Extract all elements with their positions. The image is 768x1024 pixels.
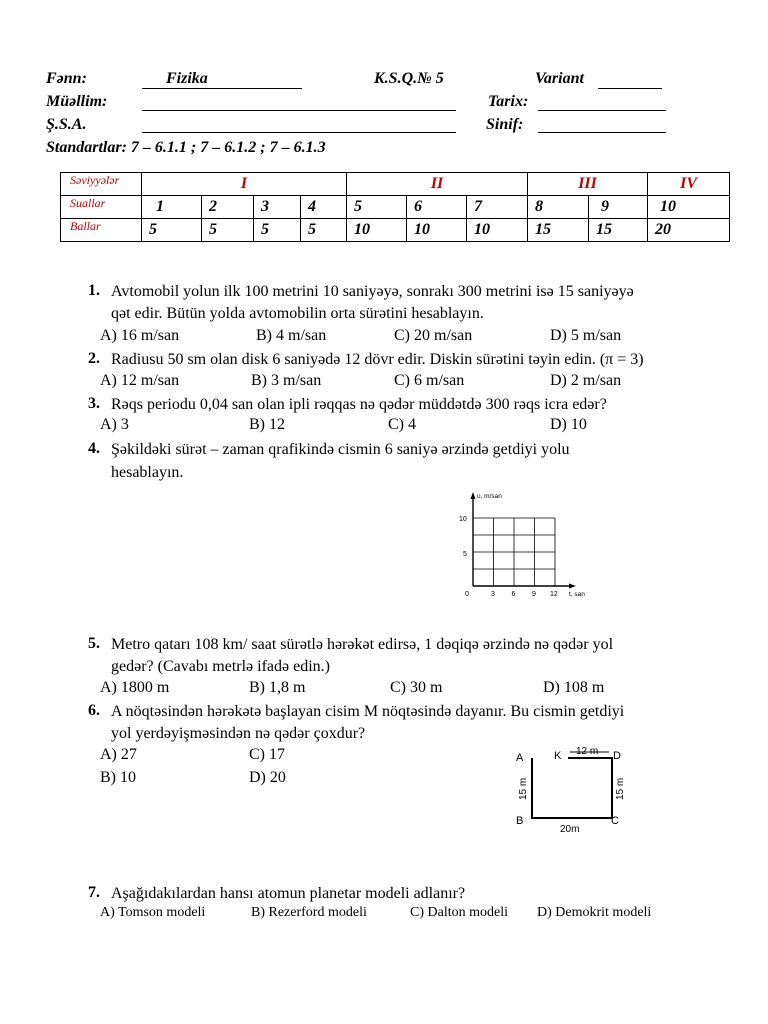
question-7-option-d[interactable]: D) Demokrit modeli: [537, 905, 652, 920]
question-3-option-c[interactable]: C) 4: [388, 416, 416, 433]
level-cell: IV: [648, 173, 730, 196]
date-label: Tarix:: [488, 93, 529, 110]
question-7-option-c[interactable]: C) Dalton modeli: [410, 905, 508, 920]
subject-label: Fənn:: [46, 70, 87, 87]
class-underline: [538, 132, 666, 133]
points-cell: 5: [254, 219, 301, 242]
graph-grid: [473, 518, 555, 586]
corner-a-label: A: [516, 752, 524, 764]
question-number-cell: 4: [301, 196, 347, 219]
class-label: Sinif:: [486, 116, 524, 133]
x-tick-label: 0: [465, 591, 469, 598]
levels-row-label: Səviyyələr: [61, 173, 142, 196]
question-2-option-a[interactable]: A) 12 m/san: [100, 372, 180, 389]
points-cell: 5: [301, 219, 347, 242]
question-number-cell: 1: [142, 196, 202, 219]
corner-c-label: C: [611, 815, 619, 827]
level-cell: II: [347, 173, 528, 196]
path-outline: [532, 758, 612, 818]
question-number-cell: 5: [347, 196, 407, 219]
bottom-length-label: 20m: [560, 824, 580, 835]
question-4-line-1: Şəkildəki sürət – zaman qrafikində cismin 6 saniyə ərzində getdiyi yolu: [111, 441, 570, 458]
ssa-underline: [142, 132, 456, 133]
question-6-line-1: A nöqtəsindən hərəkətə başlayan cisim M nöqtəsində dayanır. Bu cismin getdiyi: [111, 703, 625, 720]
variant-underline: [598, 88, 662, 89]
question-number-cell: 7: [467, 196, 528, 219]
question-7-number: 7.: [88, 884, 100, 901]
question-5-option-c[interactable]: C) 30 m: [390, 679, 443, 696]
teacher-underline: [142, 110, 456, 111]
points-cell: 20: [648, 219, 730, 242]
question-3-number: 3.: [88, 395, 100, 412]
question-6-option-b[interactable]: B) 10: [100, 769, 136, 786]
y-axis-label: υ, m/san: [477, 493, 502, 500]
points-cell: 5: [202, 219, 254, 242]
question-2-line-1: Radiusu 50 sm olan disk 6 saniyədə 12 dövr edir. Diskin sürətini təyin edin. (π = 3): [111, 351, 644, 368]
question-1-option-d[interactable]: D) 5 m/san: [550, 327, 622, 344]
teacher-label: Müəllim:: [46, 93, 108, 110]
question-7-line-1: Aşağıdakılardan hansı atomun planetar modeli adlanır?: [111, 885, 466, 902]
question-6-option-a[interactable]: A) 27: [100, 746, 137, 763]
ksq-label: K.S.Q.№ 5: [374, 70, 444, 87]
top-length-label: 12 m: [576, 746, 599, 757]
question-number-cell: 8: [528, 196, 589, 219]
question-2-option-c[interactable]: C) 6 m/san: [394, 372, 465, 389]
question-4-line-2: hesablayın.: [111, 464, 184, 481]
x-tick-label: 6: [511, 591, 516, 598]
question-1-option-c[interactable]: C) 20 m/san: [394, 327, 473, 344]
question-5-line-1: Metro qatarı 108 km/ saat sürətlə hərəkət edirsə, 1 dəqiqə ərzində nə qədər yol: [111, 636, 614, 653]
right-length-label: 15 m: [615, 777, 626, 800]
question-5-number: 5.: [88, 635, 100, 652]
question-1-option-b[interactable]: B) 4 m/san: [256, 327, 327, 344]
y-tick-label: 10: [459, 516, 467, 523]
question-3-option-b[interactable]: B) 12: [249, 416, 285, 433]
points-cell: 15: [589, 219, 648, 242]
points-cell: 10: [407, 219, 467, 242]
question-number-cell: 6: [407, 196, 467, 219]
corner-b-label: B: [516, 815, 524, 827]
question-number-cell: 9: [589, 196, 648, 219]
ssa-label: Ş.S.A.: [46, 116, 87, 133]
subject-value: Fizika: [166, 70, 208, 87]
question-6-number: 6.: [88, 702, 100, 719]
levels-row: [61, 173, 730, 196]
x-tick-label: 9: [532, 591, 536, 598]
y-tick-label: 5: [463, 551, 467, 558]
question-1-number: 1.: [88, 282, 100, 299]
x-axis-label: t, san: [569, 591, 585, 598]
question-6-option-c[interactable]: C) 17: [249, 746, 285, 763]
velocity-time-graph: [452, 486, 600, 604]
level-cell: I: [142, 173, 347, 196]
question-4-number: 4.: [88, 440, 100, 457]
question-5-option-d[interactable]: D) 108 m: [543, 679, 605, 696]
question-number-cell: 3: [254, 196, 301, 219]
question-1-option-a[interactable]: A) 16 m/san: [100, 327, 180, 344]
question-number-cell: 2: [202, 196, 254, 219]
question-2-option-b[interactable]: B) 3 m/san: [251, 372, 322, 389]
points-row-label: Ballar: [61, 219, 142, 242]
question-7-option-b[interactable]: B) Rezerford modeli: [251, 905, 367, 920]
question-6-line-2: yol yerdəyişməsindən nə qədər çoxdur?: [111, 725, 366, 742]
question-1-line-1: Avtomobil yolun ilk 100 metrini 10 saniyəyə, sonrakı 300 metrini isə 15 saniyəyə: [111, 283, 634, 300]
x-tick-label: 3: [491, 591, 495, 598]
points-row: [61, 219, 730, 242]
question-5-line-2: gedər? (Cavabı metrlə ifadə edin.): [111, 658, 330, 675]
grade-table: [60, 172, 730, 242]
points-cell: 15: [528, 219, 589, 242]
x-axis-arrow-icon: [569, 584, 576, 589]
points-cell: 10: [347, 219, 407, 242]
question-5-option-a[interactable]: A) 1800 m: [100, 679, 170, 696]
point-k-label: K: [554, 750, 562, 762]
questions-row: [61, 196, 730, 219]
path-figure: [508, 742, 638, 838]
date-underline: [538, 110, 666, 111]
y-axis-arrow-icon: [471, 492, 476, 499]
level-cell: III: [528, 173, 648, 196]
question-7-option-a[interactable]: A) Tomson modeli: [100, 905, 206, 920]
question-6-option-d[interactable]: D) 20: [249, 769, 286, 786]
question-1-line-2: qət edir. Bütün yolda avtomobilin orta sürətini hesablayın.: [111, 305, 484, 322]
subject-underline: [142, 88, 302, 89]
x-tick-label: 12: [550, 591, 558, 598]
questions-row-label: Suallar: [61, 196, 142, 219]
corner-d-label: D: [613, 750, 621, 762]
variant-label: Variant: [535, 70, 584, 87]
question-3-option-d[interactable]: D) 10: [550, 416, 587, 433]
points-cell: 10: [467, 219, 528, 242]
question-5-option-b[interactable]: B) 1,8 m: [249, 679, 306, 696]
question-3-line-1: Rəqs periodu 0,04 san olan ipli rəqqas nə qədər müddətdə 300 rəqs icra edər?: [111, 396, 607, 413]
question-2-number: 2.: [88, 350, 100, 367]
question-number-cell: 10: [648, 196, 730, 219]
question-2-option-d[interactable]: D) 2 m/san: [550, 372, 622, 389]
question-3-option-a[interactable]: A) 3: [100, 416, 129, 433]
left-length-label: 15 m: [518, 777, 529, 800]
standards: Standartlar: 7 – 6.1.1 ; 7 – 6.1.2 ; 7 – 6.1.3: [46, 139, 326, 156]
points-cell: 5: [142, 219, 202, 242]
